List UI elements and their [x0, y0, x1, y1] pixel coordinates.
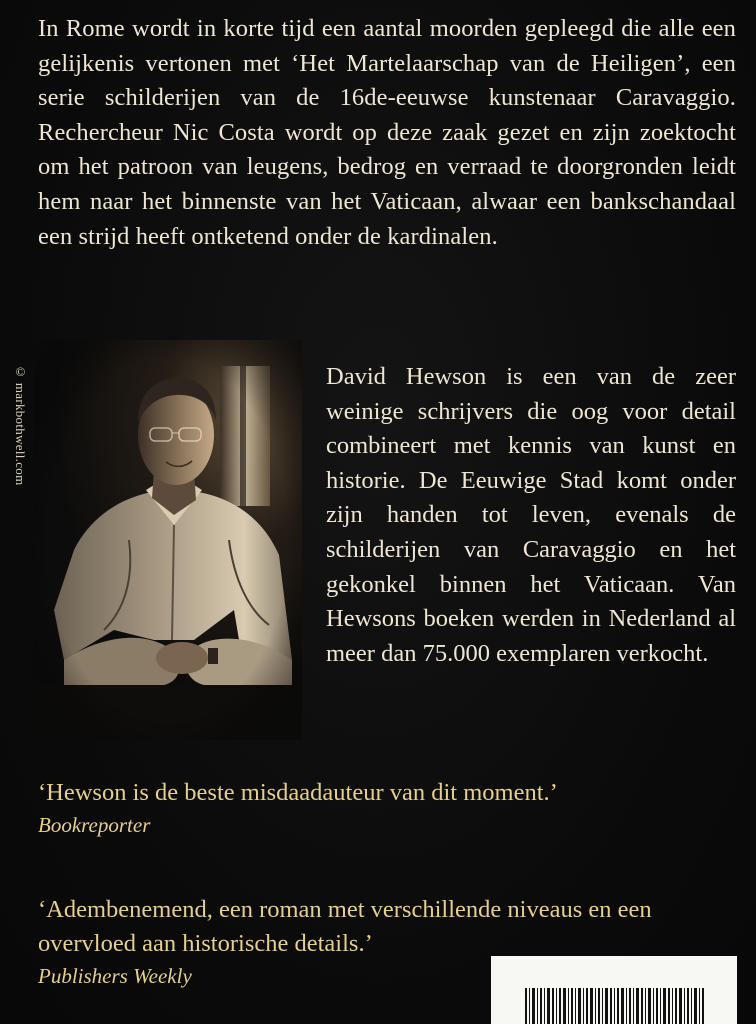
barcode-panel [491, 956, 737, 1024]
synopsis-text: In Rome wordt in korte tijd een aantal moorden gepleegd die alle een gelijkenis vertonen met ‘Het Martelaarschap van de Heiligen’, een serie schilderijen van de 16de-eeuwse kunstenaar Caravaggio. Rechercheur Nic Costa wordt op deze zaak gezet en zijn zoektocht om het patroon van leugens, bedrog en verraad te doorgronden leidt hem naar het binnenste van het Vaticaan, alwaar een bankschandaal een strijd heeft ontketend onder de kardinalen. [38, 15, 736, 250]
review-quote-text: ‘Hewson is de beste misdaadauteur van dit moment.’ [38, 779, 558, 806]
author-photo [34, 340, 302, 740]
review-quote-source: Bookreporter [38, 813, 151, 837]
review-quote-text: ‘Adembenemend, een roman met verschillende niveaus en een overvloed aan historische details.’ [38, 896, 652, 957]
review-quote-source: Publishers Weekly [38, 964, 192, 988]
photo-credit: © markbothwell.com [13, 364, 28, 486]
barcode-graphic [525, 988, 705, 1024]
barcode [525, 988, 705, 1024]
review-quote [38, 776, 738, 840]
author-bio-text: David Hewson is een van de zeer weinige schrijvers die oog voor detail combineert met kennis van kunst en historie. De Eeuwige Stad komt onder zijn handen tot leven, evenals de schilderijen van Caravaggio en het gekonkel binnen het Vaticaan. Van Hewsons boeken werden in Nederland al meer dan 75.000 exemplaren verkocht. [326, 363, 736, 667]
